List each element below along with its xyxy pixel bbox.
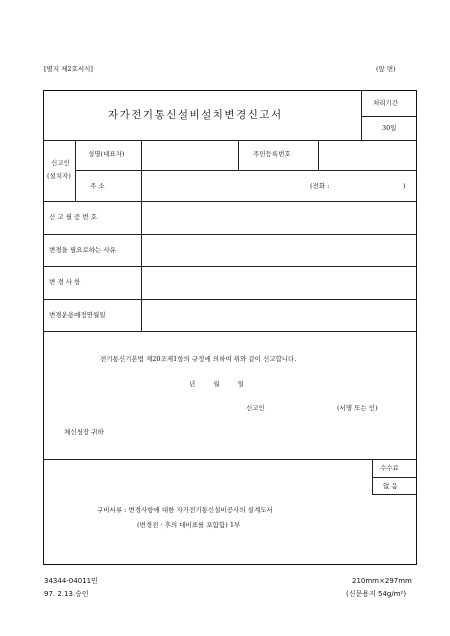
phone-close: ) (403, 182, 406, 190)
recipient: 체신청장 귀하 (64, 428, 104, 436)
change-items-field[interactable] (142, 267, 416, 298)
change-reason-label: 변경을 필요로하는 사유 (49, 246, 116, 254)
address-field[interactable] (142, 171, 302, 200)
operation-date-field[interactable] (142, 300, 416, 330)
operation-date-label: 변경운용예정연월일 (49, 311, 106, 319)
attachments-line1: 구비서류 : 변경사항에 대한 자가전기통신설비공사의 설계도서 (97, 506, 273, 514)
change-reason-field[interactable] (142, 235, 416, 265)
phone-label: (전화 : (310, 182, 330, 190)
form-number: [별지 제2호서식] (44, 65, 93, 73)
fee-label: 수수료 (380, 464, 399, 472)
certificate-number-field[interactable] (142, 202, 416, 233)
signature-note: (서명 또는 인) (337, 404, 378, 412)
address-label: 주 소 (90, 182, 105, 190)
footer-size: 210mm×297mm (352, 577, 412, 585)
declaration-statement: 전기통신기본법 제20조제1항의 규정에 의하여 위와 같이 신고합니다. (100, 355, 297, 363)
declaration-date: 년 월 일 (189, 380, 244, 388)
fee-value: 없 음 (383, 482, 398, 490)
processing-period-label: 처리기간 (373, 99, 399, 107)
footer-code: 34344-04011민 (44, 577, 98, 585)
attachments-line2: (변경전 · 후의 대비표를 포함함) 1부 (137, 521, 241, 529)
form-title: 자가전기통신설비설치변경신고서 (108, 109, 283, 121)
reporter-sublabel: (설치자) (47, 172, 71, 180)
footer-approval: 97. 2.13.승인 (44, 590, 89, 598)
certificate-number-label: 신 고 필 증 번 호 (49, 213, 98, 221)
change-items-label: 변 경 사 항 (49, 278, 81, 286)
reporter-label: 신고인 (51, 159, 70, 167)
footer-paper: (신문용지 54g/m²) (346, 590, 407, 598)
resident-number-label: 주민등록번호 (253, 150, 291, 158)
name-field[interactable] (142, 141, 237, 169)
resident-number-field[interactable] (319, 141, 416, 169)
signer-label: 신고인 (246, 404, 265, 412)
processing-period-value: 30일 (382, 124, 397, 132)
page-side: (앞 면) (376, 65, 396, 73)
name-label: 성명(대표자) (88, 150, 125, 158)
